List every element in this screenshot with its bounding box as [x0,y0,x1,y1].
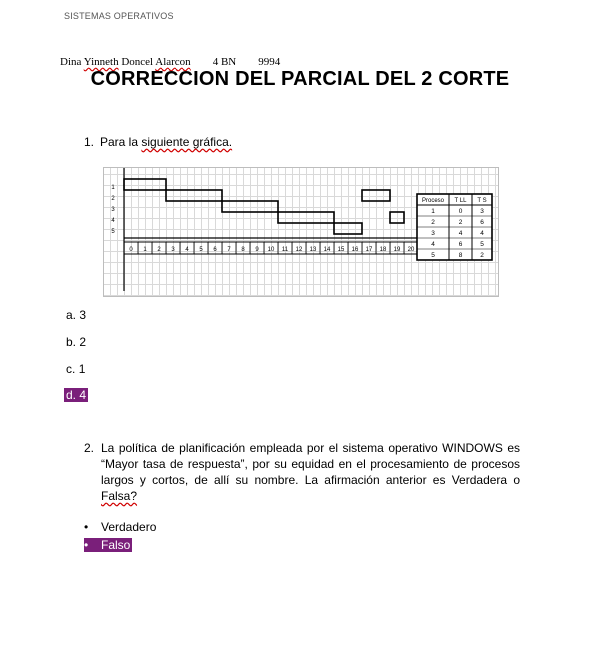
page-title: CORRECCION DEL PARCIAL DEL 2 CORTE [90,68,510,90]
table-header-cell: Proceso [421,198,445,204]
x-tick-label: 0 [129,247,133,253]
row-label: 2 [111,196,115,202]
table-cell: 0 [458,208,463,215]
answer-value: 2 [79,335,87,349]
x-tick-label: 6 [213,247,217,253]
author-middle-name: Yinneth [83,56,119,68]
author-group: 4 BN [212,56,237,68]
x-tick-label: 19 [393,247,401,253]
table-cell: 3 [431,230,435,237]
x-tick-label: 15 [337,247,345,253]
table-header-cell: T LL [454,198,467,204]
table-cell: 6 [480,219,484,226]
answer-option-d[interactable] [64,388,88,402]
table-cell: 2 [480,252,484,259]
question-2 [84,440,520,504]
row-label: 3 [111,207,115,213]
page-header: SISTEMAS OPERATIVOS [64,11,174,21]
x-tick-label: 2 [157,247,161,253]
answer-option-c[interactable] [66,362,85,376]
question-2-text-underlined: Falsa? [101,489,138,503]
x-tick-label: 1 [143,247,147,253]
answer-option-verdadero[interactable] [84,520,156,534]
answer-letter: b. [66,335,77,349]
bullet: • [84,538,89,552]
answer-option-b[interactable] [66,335,86,349]
answer-value: 4 [79,388,87,402]
x-tick-label: 9 [255,247,259,253]
x-tick-label: 11 [281,247,289,253]
table-cell: 6 [458,241,463,248]
gantt-chart [103,167,499,297]
answer-value: 3 [79,308,87,322]
x-tick-label: 18 [379,247,387,253]
x-tick-label: 16 [351,247,359,253]
author-line [60,56,280,68]
x-tick-label: 7 [227,247,231,253]
x-tick-label: 10 [267,247,275,253]
table-cell: 3 [480,208,484,215]
x-tick-label: 3 [171,247,175,253]
bullet: • [84,520,89,534]
answer-option-falso[interactable] [84,538,132,552]
table-cell: 5 [480,241,484,248]
table-cell: 4 [458,230,463,237]
question-2-number: 2. [84,441,95,455]
table-cell: 5 [431,252,435,259]
x-tick-label: 8 [241,247,245,253]
table-cell: 2 [431,219,435,226]
author-first-name: Dina [60,56,84,68]
question-1-text: Para la [100,135,142,149]
row-label: 1 [111,185,115,191]
question-1-text-underlined: siguiente gráfica. [141,135,233,149]
row-label: 5 [111,229,115,235]
x-tick-label: 13 [309,247,317,253]
table-cell: 1 [431,208,435,215]
answer-value: Verdadero [101,520,157,534]
answer-value: Falso [101,538,131,552]
x-tick-label: 17 [365,247,373,253]
row-label: 4 [111,218,115,224]
author-last-names: Doncel [118,56,156,68]
table-cell: 8 [458,252,463,259]
answer-option-a[interactable] [66,308,86,322]
x-tick-label: 14 [323,247,331,253]
answer-letter: a. [66,308,77,322]
answer-letter: d. [66,388,77,402]
author-second-surname: Alarcon [155,56,191,68]
table-header-cell: T S [477,198,487,204]
question-1 [84,135,232,149]
x-tick-label: 4 [185,247,189,253]
question-1-number: 1. [84,135,95,149]
table-cell: 2 [458,219,463,226]
question-2-text: La política de planificación empleada por el sistema operativo WINDOWS es “Mayor tasa de respuesta”, por su equidad en el procesamiento de procesos largos y cortos, de allí su nombre. La afirmación anterior es Verdadera o [101,441,520,487]
answer-value: 1 [78,362,86,376]
x-tick-label: 5 [199,247,203,253]
answer-letter: c. [66,362,76,376]
x-tick-label: 20 [407,247,415,253]
author-code: 9994 [258,56,281,68]
table-cell: 4 [480,230,484,237]
table-cell: 4 [431,241,435,248]
x-tick-label: 12 [295,247,303,253]
